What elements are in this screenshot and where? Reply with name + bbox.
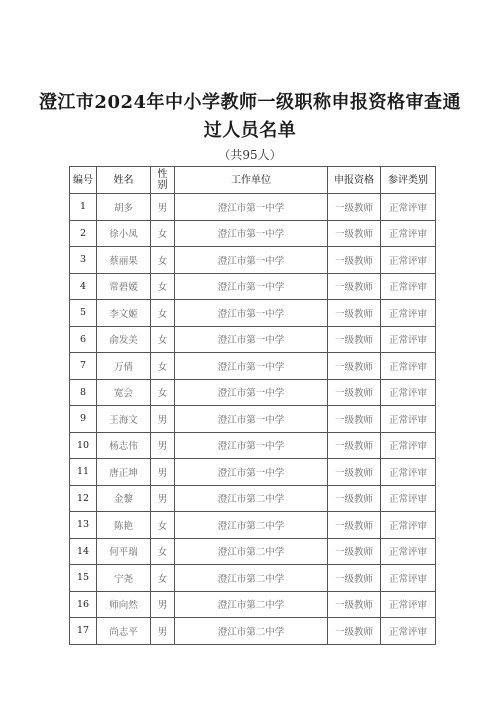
cell-qualification: 一级教师 [328, 379, 381, 406]
table-header-row [70, 167, 436, 194]
cell-unit: 澄江市第二中学 [175, 538, 328, 565]
cell-unit: 澄江市第一中学 [175, 459, 328, 486]
cell-name: 胡多 [97, 194, 151, 221]
cell-sex: 女 [151, 538, 175, 565]
cell-name: 金黎 [97, 485, 151, 512]
header-num: 编号 [70, 167, 97, 194]
cell-category: 正常评审 [381, 326, 436, 353]
cell-num: 10 [70, 432, 97, 459]
table-row [70, 247, 436, 274]
cell-num: 6 [70, 326, 97, 353]
cell-category: 正常评审 [381, 406, 436, 433]
table-row [70, 618, 436, 645]
cell-unit: 澄江市第二中学 [175, 485, 328, 512]
cell-qualification: 一级教师 [328, 485, 381, 512]
cell-sex: 女 [151, 565, 175, 592]
cell-qualification: 一级教师 [328, 353, 381, 380]
cell-name: 万倩 [97, 353, 151, 380]
cell-unit: 澄江市第一中学 [175, 194, 328, 221]
cell-category: 正常评审 [381, 194, 436, 221]
cell-name: 何平瑞 [97, 538, 151, 565]
roster-table [69, 166, 436, 645]
cell-sex: 女 [151, 273, 175, 300]
cell-name: 宽会 [97, 379, 151, 406]
header-name: 姓名 [97, 167, 151, 194]
cell-name: 俞发美 [97, 326, 151, 353]
cell-category: 正常评审 [381, 565, 436, 592]
cell-qualification: 一级教师 [328, 194, 381, 221]
cell-sex: 男 [151, 194, 175, 221]
cell-num: 9 [70, 406, 97, 433]
cell-sex: 女 [151, 326, 175, 353]
cell-name: 蔡丽果 [97, 247, 151, 274]
cell-name: 宁尧 [97, 565, 151, 592]
cell-category: 正常评审 [381, 247, 436, 274]
header-unit: 工作单位 [175, 167, 328, 194]
table-row [70, 406, 436, 433]
table-row [70, 220, 436, 247]
cell-num: 8 [70, 379, 97, 406]
cell-num: 7 [70, 353, 97, 380]
cell-qualification: 一级教师 [328, 618, 381, 645]
table-row [70, 591, 436, 618]
table-row [70, 326, 436, 353]
cell-qualification: 一级教师 [328, 591, 381, 618]
cell-unit: 澄江市第二中学 [175, 591, 328, 618]
cell-category: 正常评审 [381, 432, 436, 459]
header-sex [151, 167, 175, 194]
cell-category: 正常评审 [381, 591, 436, 618]
cell-num: 5 [70, 300, 97, 327]
table-row [70, 485, 436, 512]
cell-unit: 澄江市第一中学 [175, 432, 328, 459]
cell-sex: 男 [151, 591, 175, 618]
cell-unit: 澄江市第一中学 [175, 247, 328, 274]
cell-sex: 女 [151, 220, 175, 247]
cell-num: 4 [70, 273, 97, 300]
cell-num: 16 [70, 591, 97, 618]
cell-sex: 女 [151, 379, 175, 406]
cell-category: 正常评审 [381, 459, 436, 486]
cell-category: 正常评审 [381, 485, 436, 512]
cell-num: 13 [70, 512, 97, 539]
cell-sex: 女 [151, 353, 175, 380]
cell-unit: 澄江市第一中学 [175, 406, 328, 433]
cell-qualification: 一级教师 [328, 406, 381, 433]
cell-category: 正常评审 [381, 220, 436, 247]
cell-num: 1 [70, 194, 97, 221]
table-row [70, 379, 436, 406]
cell-name: 唐正坤 [97, 459, 151, 486]
table-row [70, 538, 436, 565]
table-row [70, 459, 436, 486]
table-row [70, 300, 436, 327]
cell-qualification: 一级教师 [328, 459, 381, 486]
cell-qualification: 一级教师 [328, 565, 381, 592]
cell-category: 正常评审 [381, 618, 436, 645]
cell-sex: 男 [151, 432, 175, 459]
cell-name: 王海文 [97, 406, 151, 433]
table-row [70, 194, 436, 221]
cell-unit: 澄江市第一中学 [175, 326, 328, 353]
cell-num: 12 [70, 485, 97, 512]
cell-qualification: 一级教师 [328, 273, 381, 300]
table-row [70, 273, 436, 300]
cell-sex: 女 [151, 300, 175, 327]
cell-unit: 澄江市第一中学 [175, 220, 328, 247]
cell-category: 正常评审 [381, 300, 436, 327]
cell-name: 常碧媛 [97, 273, 151, 300]
cell-sex: 男 [151, 485, 175, 512]
cell-sex: 男 [151, 406, 175, 433]
cell-qualification: 一级教师 [328, 300, 381, 327]
cell-category: 正常评审 [381, 379, 436, 406]
cell-name: 师向然 [97, 591, 151, 618]
header-category: 参评类别 [381, 167, 436, 194]
table-row [70, 565, 436, 592]
cell-num: 3 [70, 247, 97, 274]
cell-unit: 澄江市第二中学 [175, 512, 328, 539]
cell-category: 正常评审 [381, 512, 436, 539]
cell-category: 正常评审 [381, 538, 436, 565]
cell-qualification: 一级教师 [328, 220, 381, 247]
cell-name: 徐小凤 [97, 220, 151, 247]
cell-unit: 澄江市第一中学 [175, 300, 328, 327]
cell-unit: 澄江市第二中学 [175, 618, 328, 645]
cell-num: 14 [70, 538, 97, 565]
cell-name: 陈艳 [97, 512, 151, 539]
cell-qualification: 一级教师 [328, 538, 381, 565]
page-title-continued: 过人员名单 [203, 120, 297, 141]
header-sex-label: 性别 [157, 169, 168, 191]
cell-name: 李文姬 [97, 300, 151, 327]
table-row [70, 353, 436, 380]
cell-sex: 女 [151, 512, 175, 539]
cell-qualification: 一级教师 [328, 326, 381, 353]
cell-qualification: 一级教师 [328, 247, 381, 274]
cell-name: 杨志伟 [97, 432, 151, 459]
cell-name: 尚志平 [97, 618, 151, 645]
cell-num: 17 [70, 618, 97, 645]
cell-num: 2 [70, 220, 97, 247]
page-title: 澄江市2024年中小学教师一级职称申报资格审查通 [38, 92, 462, 113]
total-count: （共95人） [218, 148, 282, 162]
cell-num: 11 [70, 459, 97, 486]
cell-category: 正常评审 [381, 353, 436, 380]
cell-num: 15 [70, 565, 97, 592]
table-row [70, 432, 436, 459]
cell-unit: 澄江市第二中学 [175, 565, 328, 592]
cell-sex: 男 [151, 459, 175, 486]
cell-category: 正常评审 [381, 273, 436, 300]
cell-qualification: 一级教师 [328, 512, 381, 539]
cell-qualification: 一级教师 [328, 432, 381, 459]
table-row [70, 512, 436, 539]
cell-sex: 男 [151, 618, 175, 645]
header-qualification: 申报资格 [328, 167, 381, 194]
cell-unit: 澄江市第一中学 [175, 379, 328, 406]
cell-unit: 澄江市第一中学 [175, 273, 328, 300]
cell-unit: 澄江市第一中学 [175, 353, 328, 380]
cell-sex: 女 [151, 247, 175, 274]
